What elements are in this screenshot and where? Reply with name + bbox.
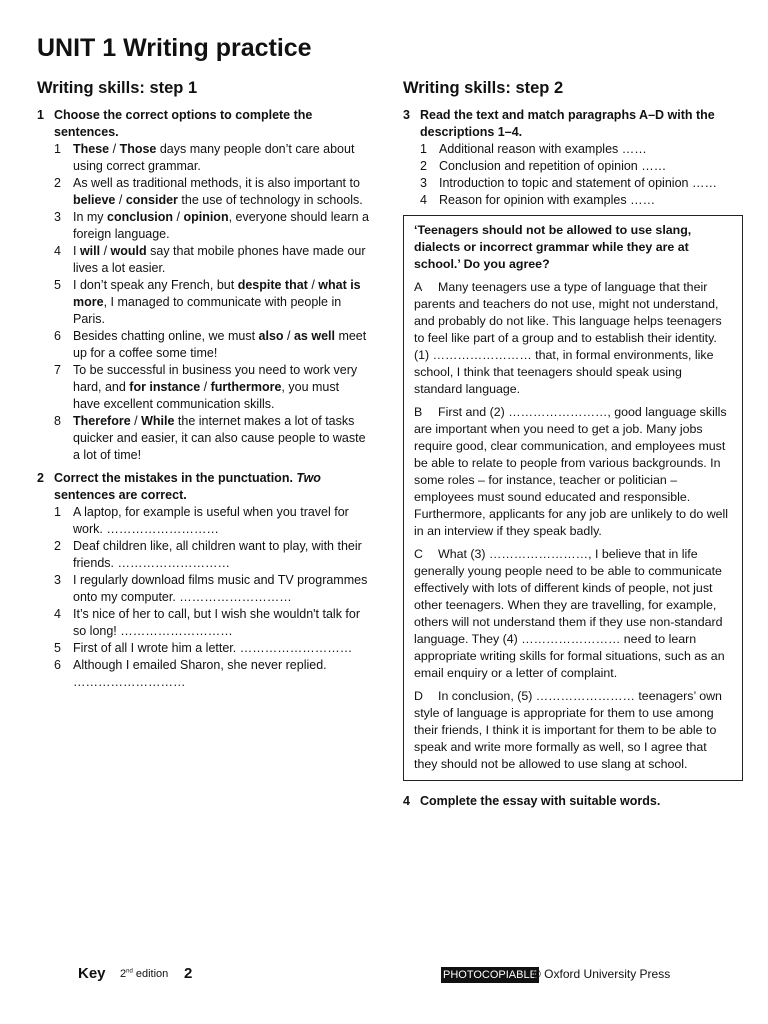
exercise-1-items: [37, 141, 369, 464]
list-item: [37, 328, 369, 362]
instruction-text: Correct the mistakes in the punctuation. Two sentences are correct.: [54, 471, 321, 502]
list-item: [37, 175, 369, 209]
footer-key-label: Key: [78, 965, 106, 982]
section-heading-step-1: Writing skills: step 1: [37, 79, 198, 97]
paragraph-letter: D: [414, 689, 423, 703]
item-text: Reason for opinion with examples ……: [439, 193, 656, 207]
essay-paragraph-b: [414, 404, 732, 540]
item-text: First of all I wrote him a letter. ………………………: [73, 641, 353, 655]
item-number: 7: [54, 363, 61, 377]
list-item: [37, 209, 369, 243]
list-item: [37, 657, 369, 691]
essay-paragraph-a: [414, 279, 732, 398]
item-text: Besides chatting online, we must also / as well meet up for a coffee some time!: [73, 329, 367, 360]
item-text: Conclusion and repetition of opinion ……: [439, 159, 667, 173]
item-text: I regularly download films music and TV programmes onto my computer. ………………………: [73, 573, 368, 604]
item-text: It’s nice of her to call, but I wish she wouldn't talk for so long! ………………………: [73, 607, 361, 638]
essay-question: ‘Teenagers should not be allowed to use slang, dialects or incorrect grammar while they are at school.’ Do you agree?: [414, 223, 692, 271]
item-number: 2: [54, 176, 61, 190]
essay-paragraph-d: [414, 688, 732, 773]
item-number: 8: [54, 414, 61, 428]
item-text: Introduction to topic and statement of opinion ……: [439, 176, 717, 190]
list-item: [37, 362, 369, 413]
paragraph-text: Many teenagers use a type of language that their parents and teachers do not use, might not understand, and probably do not like. This language helps teenagers to feel like part of a group and to establish their identity. (1) …………………… that, in formal environments, like school, I think that teenagers should speak using standard language.: [414, 280, 722, 396]
exercise-number: 3: [403, 108, 410, 122]
exercise-1-instruction: [37, 107, 369, 141]
item-number: 2: [420, 159, 427, 173]
item-text: Deaf children like, all children want to play, with their friends. ………………………: [73, 539, 362, 570]
page-footer: [0, 963, 768, 987]
right-column: [403, 78, 743, 816]
exercise-2-instruction: [37, 470, 369, 504]
item-text: I will / would say that mobile phones have made our lives a lot easier.: [73, 244, 366, 275]
item-number: 1: [420, 142, 427, 156]
item-text: Additional reason with examples ……: [439, 142, 647, 156]
exercise-number: 2: [37, 471, 44, 485]
instruction-text: Read the text and match paragraphs A–D with the descriptions 1–4.: [420, 108, 715, 139]
paragraph-text: First and (2) ……………………, good language skills are important when you need to get a job. Many jobs require good, clear communication, and employees must be able to relate to people from various backgrounds. In some roles – for instance, teacher or politician – employees must sound educated and responsible. Furthermore, applicants for any job are unlikely to do well in an interview if they speak badly.: [414, 405, 729, 538]
list-item: [403, 141, 743, 158]
left-column: [37, 78, 369, 697]
item-number: 1: [54, 142, 61, 156]
paragraph-letter: A: [414, 280, 423, 294]
list-item: [37, 141, 369, 175]
item-number: 2: [54, 539, 61, 553]
list-item: [403, 158, 743, 175]
exercise-4-instruction: [403, 793, 743, 810]
item-number: 5: [54, 278, 61, 292]
exercise-3-items: [403, 141, 743, 209]
list-item: [37, 538, 369, 572]
paragraph-text: What (3) ……………………, I believe that in life generally young people need to be able to communicate effectively with lots of different kinds of people, not just other teenagers. When they are travelling, for example, others will not understand them if they use non-standard language. They (4) …………………… need to learn appropriate writing skills for formal situations, such as an email enquiry or a letter of complaint.: [414, 547, 725, 680]
page-number: 2: [184, 965, 193, 982]
list-item: [37, 640, 369, 657]
photocopiable-badge: PHOTOCOPIABLE: [443, 969, 537, 981]
exercise-3-instruction: [403, 107, 743, 141]
item-number: 4: [420, 193, 427, 207]
list-item: [37, 413, 369, 464]
exercise-2: [37, 470, 369, 691]
list-item: [37, 277, 369, 328]
edition-number: 2: [120, 968, 127, 980]
item-number: 3: [420, 176, 427, 190]
list-item: [37, 243, 369, 277]
footer-edition: [120, 968, 168, 980]
item-number: 3: [54, 573, 61, 587]
item-text: These / Those days many people don’t care about using correct grammar.: [73, 142, 355, 173]
item-text: Therefore / While the internet makes a lot of tasks quicker and easier, it can also cause people to waste a lot of time!: [73, 414, 366, 462]
exercise-4: [403, 793, 743, 810]
item-number: 4: [54, 244, 61, 258]
paragraph-text: In conclusion, (5) …………………… teenagers’ own style of language is appropriate for them to use among their friends, I think it is important for them to be able to speak and write more formally as well, so I agree that they should not be allowed to use slang at school.: [414, 689, 722, 771]
item-text: I don’t speak any French, but despite that / what is more, I managed to communicate with people in Paris.: [73, 278, 361, 326]
item-text: Although I emailed Sharon, she never replied. ………………………: [73, 658, 327, 689]
item-number: 4: [54, 607, 61, 621]
section-heading-step-2: Writing skills: step 2: [403, 79, 564, 97]
item-number: 6: [54, 658, 61, 672]
item-number: 6: [54, 329, 61, 343]
item-number: 3: [54, 210, 61, 224]
item-text: A laptop, for example is useful when you travel for work. ………………………: [73, 505, 349, 536]
copyright-notice: © Oxford University Press: [532, 967, 671, 981]
item-text: In my conclusion / opinion, everyone should learn a foreign language.: [73, 210, 369, 241]
item-text: As well as traditional methods, it is also important to believe / consider the use of technology in schools.: [73, 176, 363, 207]
list-item: [37, 606, 369, 640]
list-item: [403, 192, 743, 209]
paragraph-letter: C: [414, 547, 423, 561]
exercise-3: [403, 107, 743, 209]
paragraph-letter: B: [414, 405, 423, 419]
instruction-text: Complete the essay with suitable words.: [420, 794, 661, 808]
exercise-number: 1: [37, 108, 44, 122]
page-title: UNIT 1 Writing practice: [37, 34, 312, 62]
item-number: 5: [54, 641, 61, 655]
instruction-text: Choose the correct options to complete the sentences.: [54, 108, 313, 139]
edition-word: edition: [132, 968, 169, 980]
list-item: [37, 504, 369, 538]
essay-paragraphs: [414, 279, 732, 773]
edition-ordinal: nd: [126, 968, 133, 975]
exercise-1: [37, 107, 369, 464]
list-item: [403, 175, 743, 192]
item-text: To be successful in business you need to work very hard, and for instance / furthermore, you must have excellent communication skills.: [73, 363, 358, 411]
item-number: 1: [54, 505, 61, 519]
essay-text-box: [403, 215, 743, 781]
exercise-number: 4: [403, 794, 410, 808]
list-item: [37, 572, 369, 606]
essay-paragraph-c: [414, 546, 732, 682]
exercise-2-items: [37, 504, 369, 691]
